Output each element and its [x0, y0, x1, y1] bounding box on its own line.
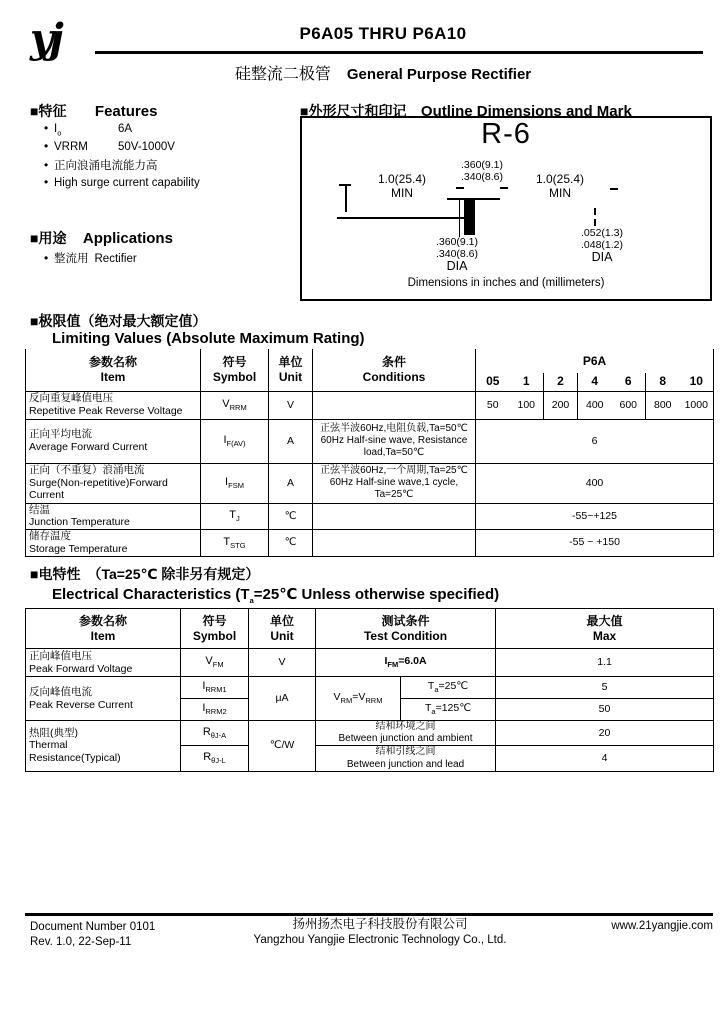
features-heading [30, 101, 157, 121]
col-header-conditions: 条件 Conditions [313, 349, 476, 391]
ifsm-symbol: $I_{FSM}$ [201, 463, 269, 503]
col-header-05: 05 [476, 373, 510, 391]
features-heading-en: Features [94, 103, 158, 120]
footer-company [170, 917, 590, 948]
ec-col-header-symbol: 符号 Symbol [181, 609, 249, 649]
diode-body [464, 199, 475, 235]
limiting-heading-en: Limiting Values (Absolute Maximum Rating) [52, 330, 365, 347]
col-header-unit: 单位 Unit [269, 349, 313, 391]
wire-dia-dim: .052(1.3) .048(1.2) DIA [580, 227, 624, 264]
feature-vrrm [44, 139, 294, 157]
table-row [26, 463, 714, 503]
vfm-item: 正向峰值电压 Peak Forward Voltage [26, 649, 181, 677]
footer-document-info [30, 920, 155, 950]
logo-mark-text: yj [30, 15, 60, 62]
vfm-max: 1.1 [496, 649, 714, 677]
vrrm-unit: V [269, 391, 313, 419]
limiting-values-table [25, 349, 714, 557]
electrical-characteristics-table [25, 608, 714, 772]
ifav-value: 6 [476, 419, 714, 463]
bullet-icon: • [44, 175, 49, 189]
right-dim-tick [610, 188, 618, 190]
extension-line [459, 199, 460, 237]
rthja-test-condition: 结和环境之间 Between junction and ambient [316, 721, 496, 746]
tj-item: 结温 Junction Temperature [26, 503, 201, 530]
application-cn: 整流用 [54, 253, 89, 265]
irrm-test-condition: $V_{RM}=V_{RRM}$ [316, 677, 401, 721]
col-header-item: 参数名称 Item [26, 349, 201, 391]
outline-drawing [300, 116, 712, 301]
tstg-value: -55 ~ +150 [476, 530, 714, 557]
revision: Rev. 1.0, 22-Sep-11 [30, 936, 132, 948]
irrm1-max: 5 [496, 677, 714, 699]
irrm-item: 反向峰值电流 Peak Reverse Current [26, 677, 181, 721]
tstg-item: 储存温度 Storage Temperature [26, 530, 201, 557]
ifsm-conditions: 正弦半波60Hz,一个周期,Ta=25℃ 60Hz Half-sine wave,1 cycle, Ta=25℃ [313, 463, 476, 503]
ifav-item: 正向平均电流 Average Forward Current [26, 419, 201, 463]
irrm1-symbol: $I_{RRM1}$ [181, 677, 249, 699]
ec-col-header-item: 参数名称 Item [26, 609, 181, 649]
company-name-en: Yangzhou Yangjie Electronic Technology Co., Ltd. [253, 934, 507, 946]
col-header-symbol: 符号 Symbol [201, 349, 269, 391]
vfm-unit: V [249, 649, 316, 677]
table-row [26, 391, 714, 419]
table-row [26, 419, 714, 463]
features-list [44, 121, 294, 193]
irrm2-max: 50 [496, 699, 714, 721]
vrrm-item: 反向重复峰值电压 Repetitive Peak Reverse Voltage [26, 391, 201, 419]
features-heading-cn: ■特征 [30, 103, 67, 119]
ifav-conditions: 正弦半波60Hz,电阻负载,Ta=50℃ 60Hz Half-sine wave, Resistance load,Ta=50℃ [313, 419, 476, 463]
ec-col-header-max: 最大值 Max [496, 609, 714, 649]
electrical-heading-en: Electrical Characteristics ($T_a=25℃$ Unless otherwise specified) [52, 586, 500, 605]
irrm-ta25: $T_a=25℃$ [401, 677, 496, 699]
col-header-p6a-group: P6A [476, 349, 714, 373]
col-header-10: 10 [680, 373, 714, 391]
package-name: R-6 [481, 118, 531, 150]
vrrm-value-2: 200 [544, 391, 578, 419]
application-en: Rectifier [94, 253, 137, 265]
ifsm-unit: A [269, 463, 313, 503]
dimension-note: Dimensions in inches and (millimeters) [407, 277, 605, 289]
outline-heading-cn: ■外形尺寸和印记 [300, 103, 407, 119]
col-header-2: 2 [544, 373, 578, 391]
company-name-cn: 扬州扬杰电子科技股份有限公司 [292, 917, 468, 931]
website-link: www.21yangjie.com [611, 920, 713, 932]
vrrm-value-4: 400 [578, 391, 612, 419]
top-dim-tick-left [456, 187, 464, 189]
tstg-conditions [313, 530, 476, 557]
bullet-icon: • [44, 158, 49, 172]
title-divider [95, 51, 703, 54]
vfm-symbol: $V_{FM}$ [181, 649, 249, 677]
page-title: P6A05 THRU P6A10 [299, 24, 467, 43]
vrrm-value-8: 800 [646, 391, 680, 419]
irrm-unit: μA [249, 677, 316, 721]
footer-divider [25, 913, 713, 916]
ifav-unit: A [269, 419, 313, 463]
rthja-symbol: $R_{\theta J-A}$ [181, 721, 249, 746]
left-lead-dim: 1.0(25.4) MIN [377, 172, 427, 200]
limiting-heading-cn: ■极限值（绝对最大额定值） [30, 313, 207, 329]
top-dim-tick-right [500, 187, 508, 189]
vfm-test-condition: $I_{FM}=6.0A$ [316, 649, 496, 677]
rthjl-symbol: $R_{\theta J-L}$ [181, 746, 249, 771]
feature-surge-en [44, 175, 294, 193]
feature-surge-cn [44, 157, 294, 175]
applications-heading [30, 228, 173, 248]
rthjl-max: 4 [496, 746, 714, 771]
feature-vrrm-label: VRRM [54, 141, 88, 153]
vrrm-conditions [313, 391, 476, 419]
vrrm-symbol: $V_{RRM}$ [201, 391, 269, 419]
bullet-icon: • [44, 251, 49, 265]
subtitle-english: General Purpose Rectifier [346, 66, 532, 83]
ifav-symbol: $I_{F(AV)}$ [201, 419, 269, 463]
feature-io [44, 121, 294, 139]
subtitle-chinese: 硅整流二极管 [234, 66, 331, 83]
feature-io-label: $I_o$ [54, 123, 62, 138]
body-length-dim: .360(9.1) .340(8.6) [460, 159, 504, 183]
feature-io-value: 6A [118, 123, 133, 135]
wire-dash-1 [594, 208, 596, 215]
lead-line [337, 217, 464, 219]
vrrm-value-05: 50 [476, 391, 510, 419]
table-row [26, 530, 714, 557]
bullet-icon: • [44, 139, 49, 153]
tj-value: -55~+125 [476, 503, 714, 530]
feature-surge-cn-label: 正向浪涌电流能力高 [54, 160, 158, 172]
col-header-4: 4 [578, 373, 612, 391]
irrm-ta125: $T_a=125℃$ [401, 699, 496, 721]
bullet-icon: • [44, 121, 49, 135]
rthja-max: 20 [496, 721, 714, 746]
ec-col-header-test-condition: 测试条件 Test Condition [316, 609, 496, 649]
vrrm-value-6: 600 [612, 391, 646, 419]
application-item [44, 250, 137, 266]
table-row [26, 649, 714, 677]
col-header-6: 6 [612, 373, 646, 391]
electrical-heading-cn: ■电特性 （Ta=25℃ 除非另有规定） [30, 566, 260, 582]
applications-heading-en: Applications [82, 230, 173, 247]
col-header-8: 8 [646, 373, 680, 391]
ifsm-item: 正向（不重复）浪涌电流 Surge(Non-repetitive)Forward Current [26, 463, 201, 503]
left-dim-tick [345, 184, 347, 212]
thermal-item: 热阻(典型) Thermal Resistance(Typical) [26, 721, 181, 772]
irrm2-symbol: $I_{RRM2}$ [181, 699, 249, 721]
table-row [26, 677, 714, 699]
tj-symbol: $T_J$ [201, 503, 269, 530]
tj-conditions [313, 503, 476, 530]
col-header-1: 1 [510, 373, 544, 391]
wire-dash-2 [594, 219, 596, 226]
table-row [26, 503, 714, 530]
document-number: Document Number 0101 [30, 921, 156, 933]
tj-unit: ℃ [269, 503, 313, 530]
page-subtitle [46, 61, 720, 84]
thermal-unit: ℃/W [249, 721, 316, 772]
rthjl-test-condition: 结和引线之间 Between junction and lead [316, 746, 496, 771]
ec-col-header-unit: 单位 Unit [249, 609, 316, 649]
outline-heading-en: Outline Dimensions and Mark [420, 103, 632, 120]
feature-vrrm-value: 50V-1000V [118, 141, 175, 153]
left-dim-tick-top [339, 184, 351, 186]
vrrm-value-10: 1000 [680, 391, 714, 419]
body-dia-dim: .360(9.1) .340(8.6) DIA [435, 236, 479, 273]
tstg-unit: ℃ [269, 530, 313, 557]
feature-surge-en-label: High surge current capability [54, 177, 200, 189]
table-row [26, 721, 714, 746]
right-lead-dim: 1.0(25.4) MIN [535, 172, 585, 200]
ifsm-value: 400 [476, 463, 714, 503]
applications-heading-cn: ■用途 [30, 230, 67, 246]
vrrm-value-1: 100 [510, 391, 544, 419]
tstg-symbol: $T_{STG}$ [201, 530, 269, 557]
